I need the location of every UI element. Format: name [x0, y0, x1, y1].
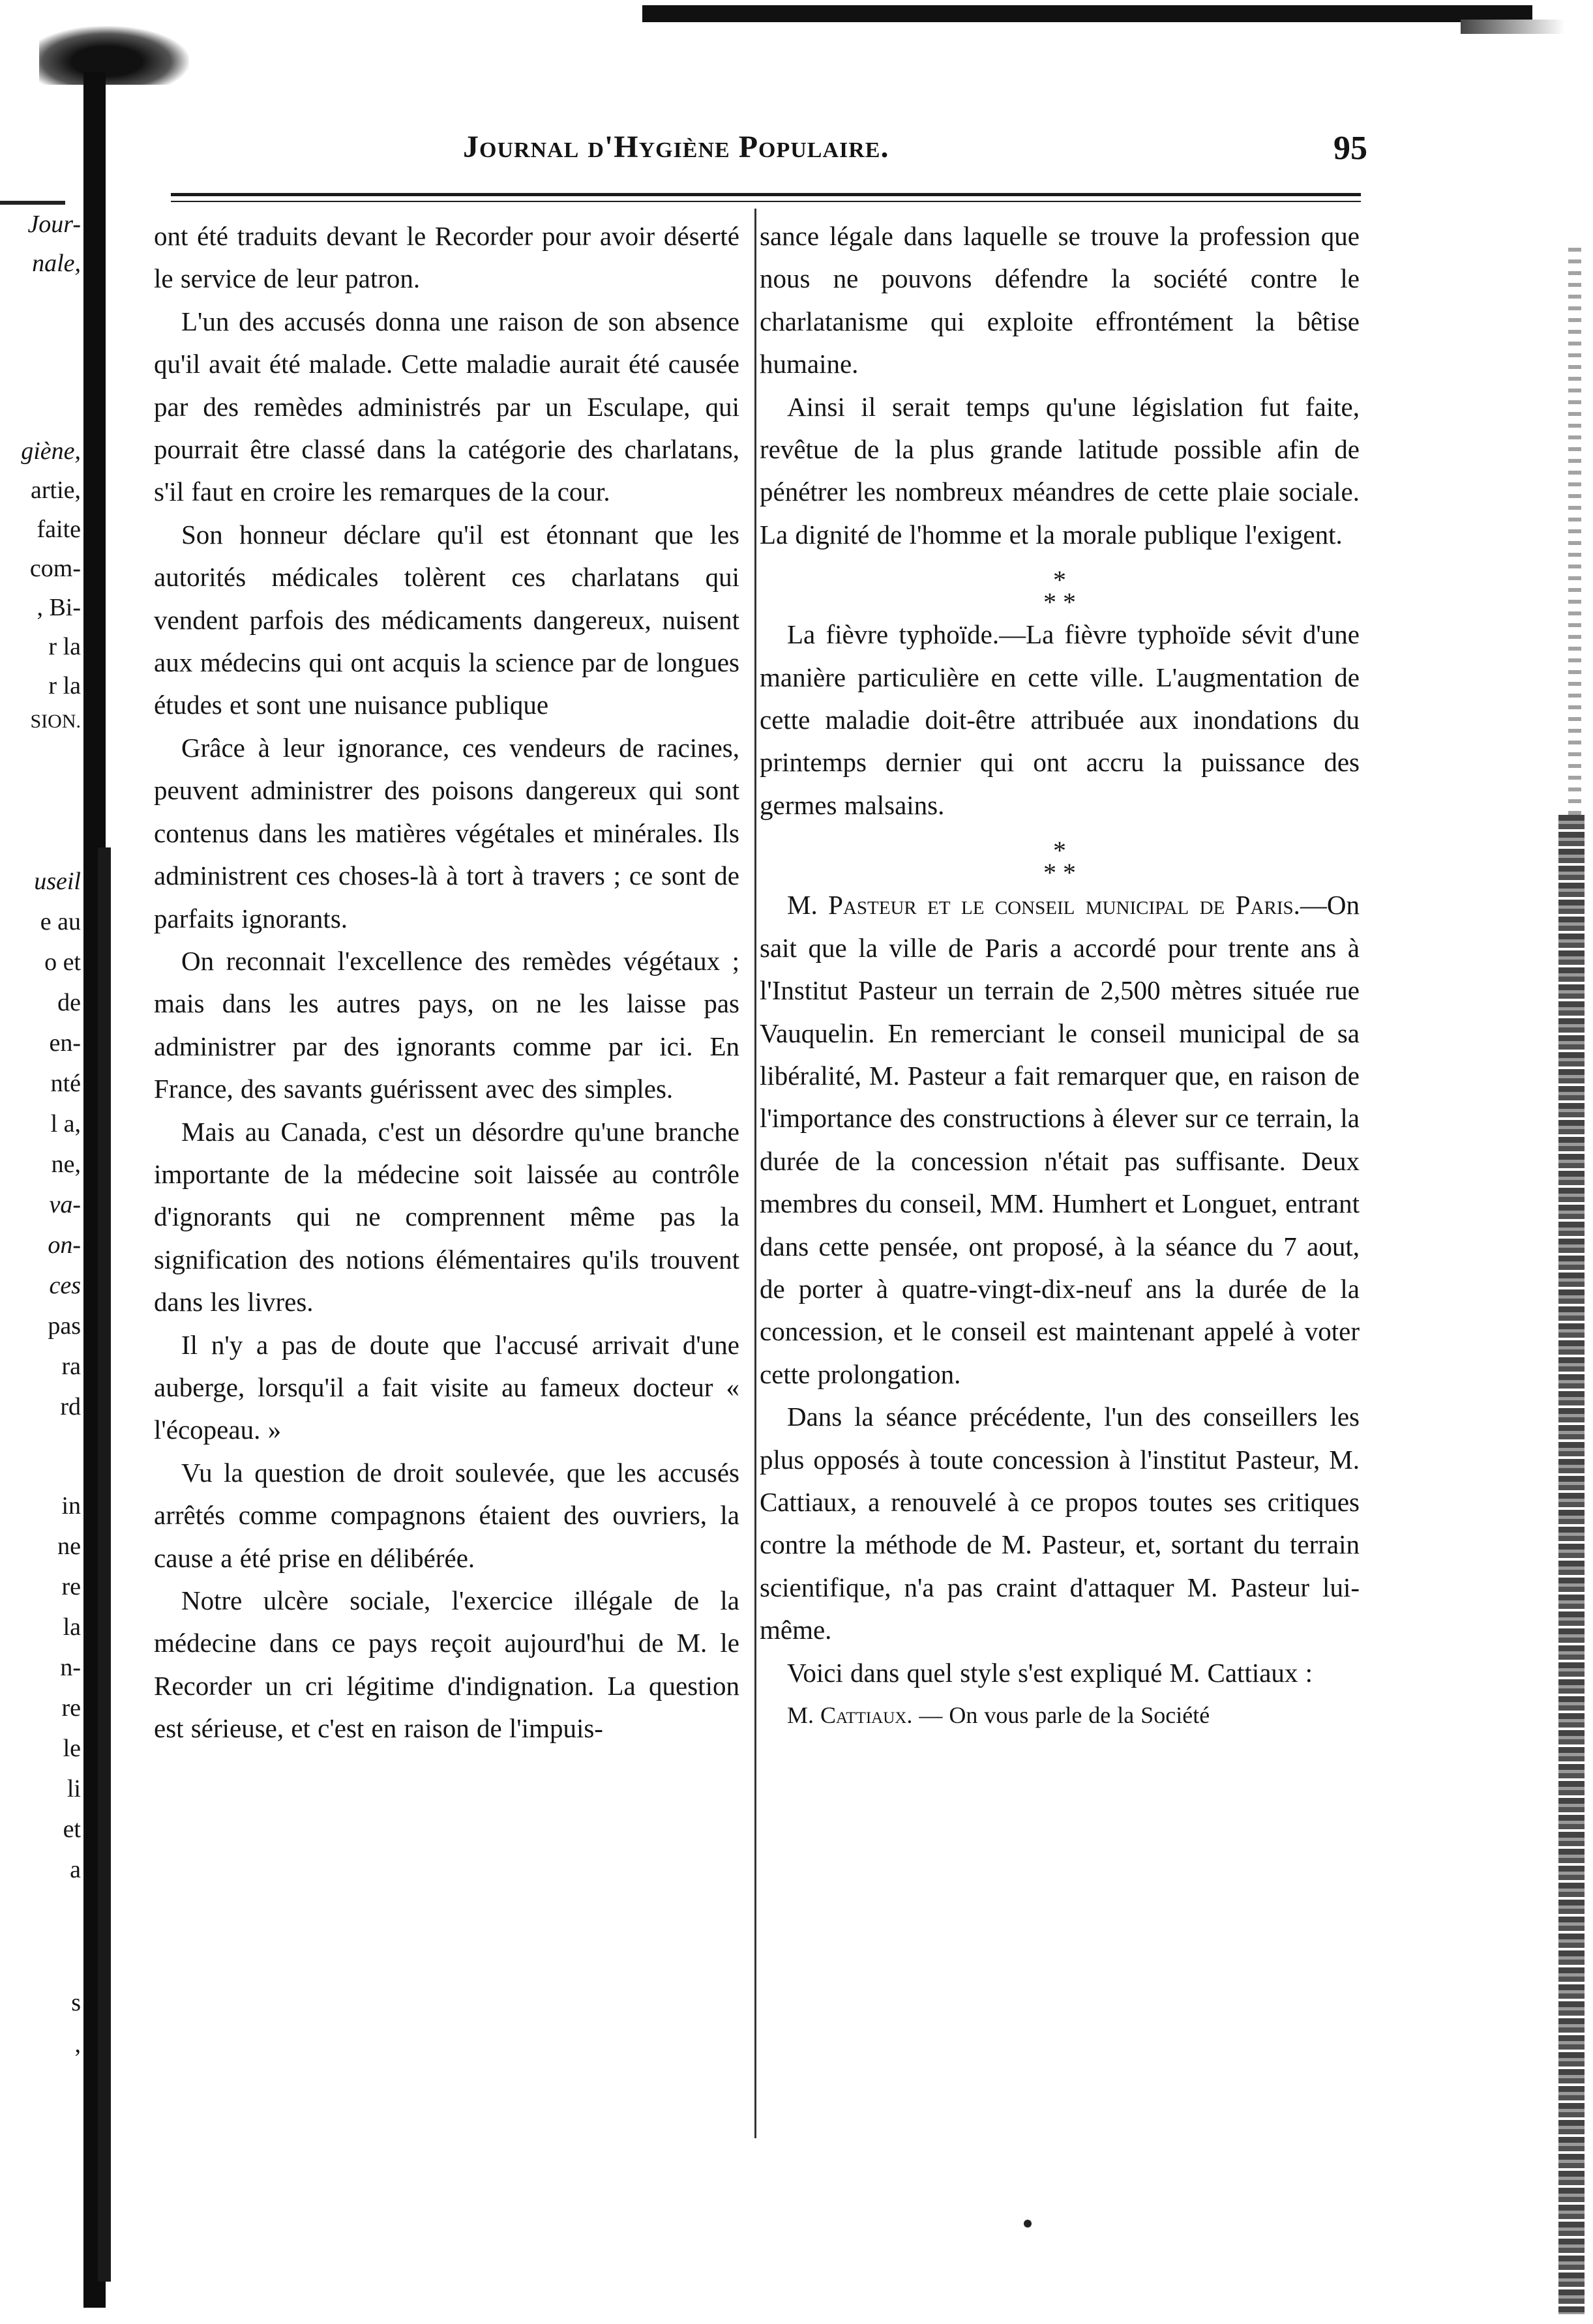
margin-fragment: ne	[57, 1533, 81, 1560]
left-margin-rule	[0, 201, 65, 205]
paragraph: sance légale dans laquelle se trouve la profession que nous ne pouvons défendre la société contre le charlatanisme qui exploite effrontément la bêtise humaine.	[760, 221, 1360, 379]
paragraph: Vu la question de droit soulevée, que les accusés arrêtés comme compagnons étaient des ouvriers, la cause a été prise en délibérée.	[154, 1457, 739, 1573]
margin-fragment: rd	[60, 1393, 81, 1420]
section-separator	[760, 827, 1360, 888]
running-head	[156, 129, 1578, 168]
pasteur-heading: M. Pasteur et le conseil municipal de Paris.	[787, 890, 1300, 920]
scan-right-edge-top	[1568, 248, 1581, 815]
scan-top-fade	[1461, 20, 1565, 34]
margin-fragment: r la	[48, 633, 81, 660]
margin-fragment: on-	[48, 1231, 81, 1259]
margin-fragment: , Bi-	[37, 594, 81, 621]
margin-fragment: nté	[50, 1070, 81, 1097]
right-column	[760, 215, 1360, 1737]
scan-top-bar	[642, 5, 1532, 22]
paragraph: Son honneur déclare qu'il est étonnant que les autorités médicales tolèrent ces charlatans qui vendent parfois des médicaments dangereux, nuisent aux médecins qui ont acquis la science par de longues études et sont une nuisance publique	[154, 519, 739, 720]
asterism-top: *	[1053, 565, 1066, 595]
ink-dot	[1024, 2220, 1032, 2228]
paragraph: Notre ulcère sociale, l'exercice illégale de la médecine dans ce pays reçoit aujourd'hui de M. le Recorder un cri légitime d'indignation. La question est sérieuse, et c'est en raison de l'impuis-	[154, 1585, 739, 1744]
speaker-name: M. Cattiaux.	[787, 1702, 913, 1728]
asterism-top: *	[1053, 836, 1066, 866]
header-rule-thick	[171, 193, 1361, 196]
margin-fragment: pas	[48, 1312, 81, 1340]
margin-fragment: artie,	[30, 477, 81, 504]
margin-fragment: useil	[34, 868, 81, 895]
margin-fragment: re	[61, 1573, 81, 1600]
paragraph: On reconnait l'excellence des remèdes végétaux ; mais dans les autres pays, on ne les laisse pas administrer par des ignorants comme par ici. En France, des savants guérissent avec des simples.	[154, 945, 739, 1104]
margin-fragment: a	[70, 1856, 81, 1883]
margin-fragment: ne,	[51, 1151, 81, 1178]
header-rule-thin	[171, 201, 1361, 202]
margin-fragment: o et	[44, 949, 81, 976]
margin-fragment: l a,	[50, 1110, 81, 1138]
paragraph: Il n'y a pas de doute que l'accusé arrivait d'une auberge, lorsqu'il a fait visite au fameux docteur « l'écopeau. »	[154, 1329, 739, 1445]
pasteur-paragraph	[760, 884, 1360, 1396]
column-divider	[754, 209, 756, 2138]
margin-fragment: Jour-	[27, 211, 81, 238]
journal-title: Journal d'Hygiène Populaire.	[463, 130, 889, 164]
margin-fragment: re	[61, 1694, 81, 1722]
margin-fragment: la	[63, 1613, 81, 1641]
margin-fragment: e au	[40, 908, 81, 935]
paragraph: Ainsi il serait temps qu'une législation fut faite, revêtue de la plus grande latitude possible afin de pénétrer les nombreux méandres de cette plaie sociale. La dignité de l'homme et la morale publique l'exigent.	[760, 391, 1360, 550]
margin-fragment: li	[67, 1775, 81, 1802]
pasteur-text: —On sait que la ville de Paris a accordé pour trente ans à l'Institut Pasteur un terrain de 2,500 mètres située rue Vauquelin. En remerciant le conseil municipal de sa libéralité, M. Pasteur a fait remarquer que, en raison de l'importance des constructions à élever sur ce terrain, la durée de la concession n'était pas suffisante. Deux membres du conseil, MM. Humhert et Longuet, entrant dans cette pensée, ont proposé, à la séance du 7 aout, de porter à quatre-vingt-dix-neuf ans la durée de la concession, et le conseil est maintenant appelé à voter cette prolongation.	[760, 890, 1360, 1389]
margin-fragment: ces	[49, 1272, 81, 1299]
margin-fragment: SION.	[30, 711, 81, 732]
typhoid-paragraph: La fièvre typhoïde.—La fièvre typhoïde sévit d'une manière particulière en cette ville. L'augmentation de cette maladie doit-être attribuée aux inondations du printemps dernier qui ont accru la puissance des germes malsains.	[760, 619, 1360, 820]
margin-fragment: in	[61, 1492, 81, 1520]
scan-binding-blot	[39, 26, 189, 85]
margin-fragment: de	[57, 989, 81, 1016]
scan-binding-shadow	[98, 847, 111, 2282]
margin-fragment: ra	[61, 1353, 81, 1380]
margin-fragment: com-	[29, 555, 81, 582]
margin-fragment: en-	[49, 1029, 81, 1057]
page-number: 95	[1333, 130, 1367, 167]
margin-fragment: r la	[48, 672, 81, 699]
cattiaux-quote	[760, 1694, 1360, 1737]
asterism-bottom: * *	[1043, 858, 1076, 888]
margin-fragment: s	[71, 1989, 81, 2016]
margin-fragment: le	[63, 1735, 81, 1762]
scan-right-edge	[1558, 815, 1585, 2314]
paragraph: ont été traduits devant le Recorder pour avoir déserté le service de leur patron.	[154, 221, 739, 294]
paragraph: Dans la séance précédente, l'un des conseillers les plus opposés à toute concession à l'institut Pasteur, M. Cattiaux, a renouvelé à ce propos toutes ses critiques contre la méthode de M. Pasteur, et, sortant du terrain scientifique, n'a pas craint d'attaquer M. Pasteur lui-même.	[760, 1402, 1360, 1645]
quote-text: — On vous parle de la Société	[919, 1702, 1210, 1728]
margin-fragment: giène,	[21, 437, 81, 465]
margin-fragment: faite	[37, 516, 81, 543]
paragraph: Grâce à leur ignorance, ces vendeurs de racines, peuvent administrer des poisons dangereux qui sont contenus dans les matières végétales et minérales. Ils administrent ces choses-là à tort à travers ; ce sont de parfaits ignorants.	[154, 732, 739, 934]
margin-fragment: n-	[60, 1654, 81, 1681]
margin-fragment: et	[63, 1816, 81, 1843]
asterism-bottom: * *	[1043, 587, 1076, 617]
paragraph: L'un des accusés donna une raison de son absence qu'il avait été malade. Cette maladie aurait été causée par des remèdes administrés par un Esculape, qui pourrait être classé dans la catégorie des charlatans, s'il faut en croire les remarques de la cour.	[154, 306, 739, 507]
margin-fragment: nale,	[32, 250, 81, 277]
paragraph: Mais au Canada, c'est un désordre qu'une branche importante de la médecine soit laissée au contrôle d'ignorants qui ne comprennent même pas la signification des notions élémentaires qu'ils trouvent dans les livres.	[154, 1116, 739, 1317]
paragraph: Voici dans quel style s'est expliqué M. Cattiaux :	[787, 1657, 1313, 1688]
margin-fragment: va-	[49, 1191, 81, 1218]
left-column	[154, 215, 739, 1750]
margin-fragment: ,	[74, 2031, 81, 2058]
section-separator	[760, 556, 1360, 617]
